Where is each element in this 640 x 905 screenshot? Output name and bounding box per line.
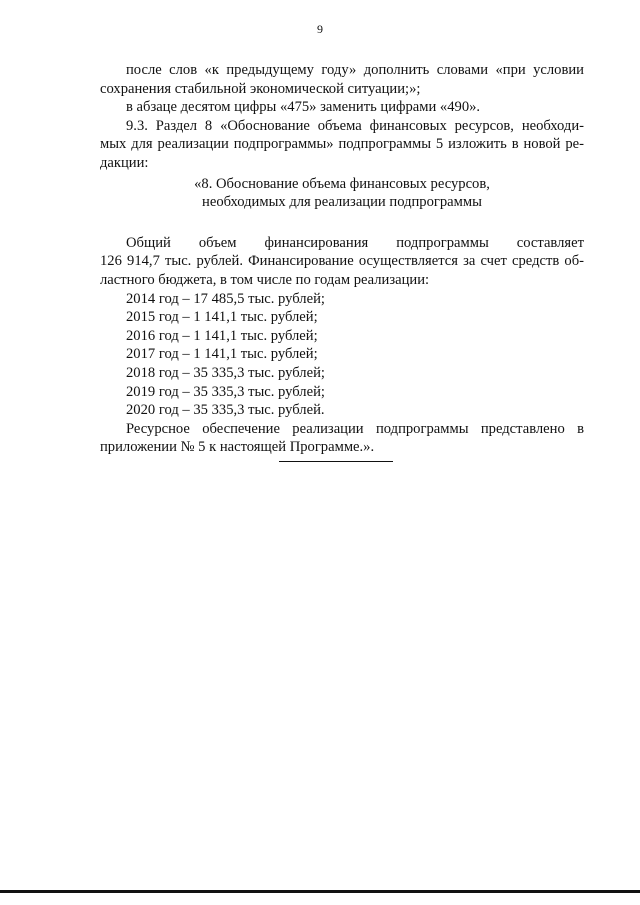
paragraph-financing xyxy=(100,234,584,290)
list-item: 2020 год – 35 335,3 тыс. рублей. xyxy=(126,402,325,419)
list-item: 2014 год – 17 485,5 тыс. рублей; xyxy=(126,290,325,307)
paragraph-section-9-3 xyxy=(100,117,584,173)
paragraph-line: после слов «к предыдущему году» дополнить словами «при условии xyxy=(126,62,584,78)
paragraph-line: Ресурсное обеспечение реализации подпрограммы представлено в xyxy=(126,420,584,437)
list-item: 2015 год – 1 141,1 тыс. рублей; xyxy=(126,309,318,326)
paragraph-line: мых для реализации подпрограммы» подпрограммы 5 изложить в новой ре- xyxy=(100,136,584,153)
yearly-financing-list xyxy=(100,290,584,420)
paragraph-line: 9.3. Раздел 8 «Обоснование объема финансовых ресурсов, необходи- xyxy=(126,117,584,134)
paragraph-line: в абзаце десятом цифры «475» заменить цифрами «490». xyxy=(126,99,481,116)
paragraph-amendment-2 xyxy=(100,98,584,117)
paragraph-line: ластного бюджета, в том числе по годам реализации: xyxy=(100,271,430,288)
list-item: 2016 год – 1 141,1 тыс. рублей; xyxy=(126,327,318,344)
section-heading xyxy=(100,175,584,212)
paragraph-line: Общий объем финансирования подпрограммы составляет xyxy=(126,234,584,251)
paragraph-line: 126 914,7 тыс. рублей. Финансирование осуществляется за счет средств об- xyxy=(100,253,584,270)
list-item: 2017 год – 1 141,1 тыс. рублей; xyxy=(126,346,318,363)
list-item: 2019 год – 35 335,3 тыс. рублей; xyxy=(126,383,325,400)
paragraph-line: приложении № 5 к настоящей Программе.». xyxy=(100,439,375,456)
paragraph-closing xyxy=(100,420,584,457)
heading-line: «8. Обоснование объема финансовых ресурсов, xyxy=(194,175,490,192)
paragraph-line: дакции: xyxy=(100,154,149,171)
end-of-text-rule xyxy=(279,461,393,462)
heading-line: необходимых для реализации подпрограммы xyxy=(202,194,482,211)
list-item: 2018 год – 35 335,3 тыс. рублей; xyxy=(126,364,325,381)
paragraph-amendment-1 xyxy=(100,61,584,98)
paragraph-line: сохранения стабильной экономической ситуации;»; xyxy=(100,80,421,97)
spacer xyxy=(100,212,584,234)
document-body xyxy=(100,61,584,457)
page-number: 9 xyxy=(317,22,323,36)
page-bottom-border xyxy=(0,890,640,893)
